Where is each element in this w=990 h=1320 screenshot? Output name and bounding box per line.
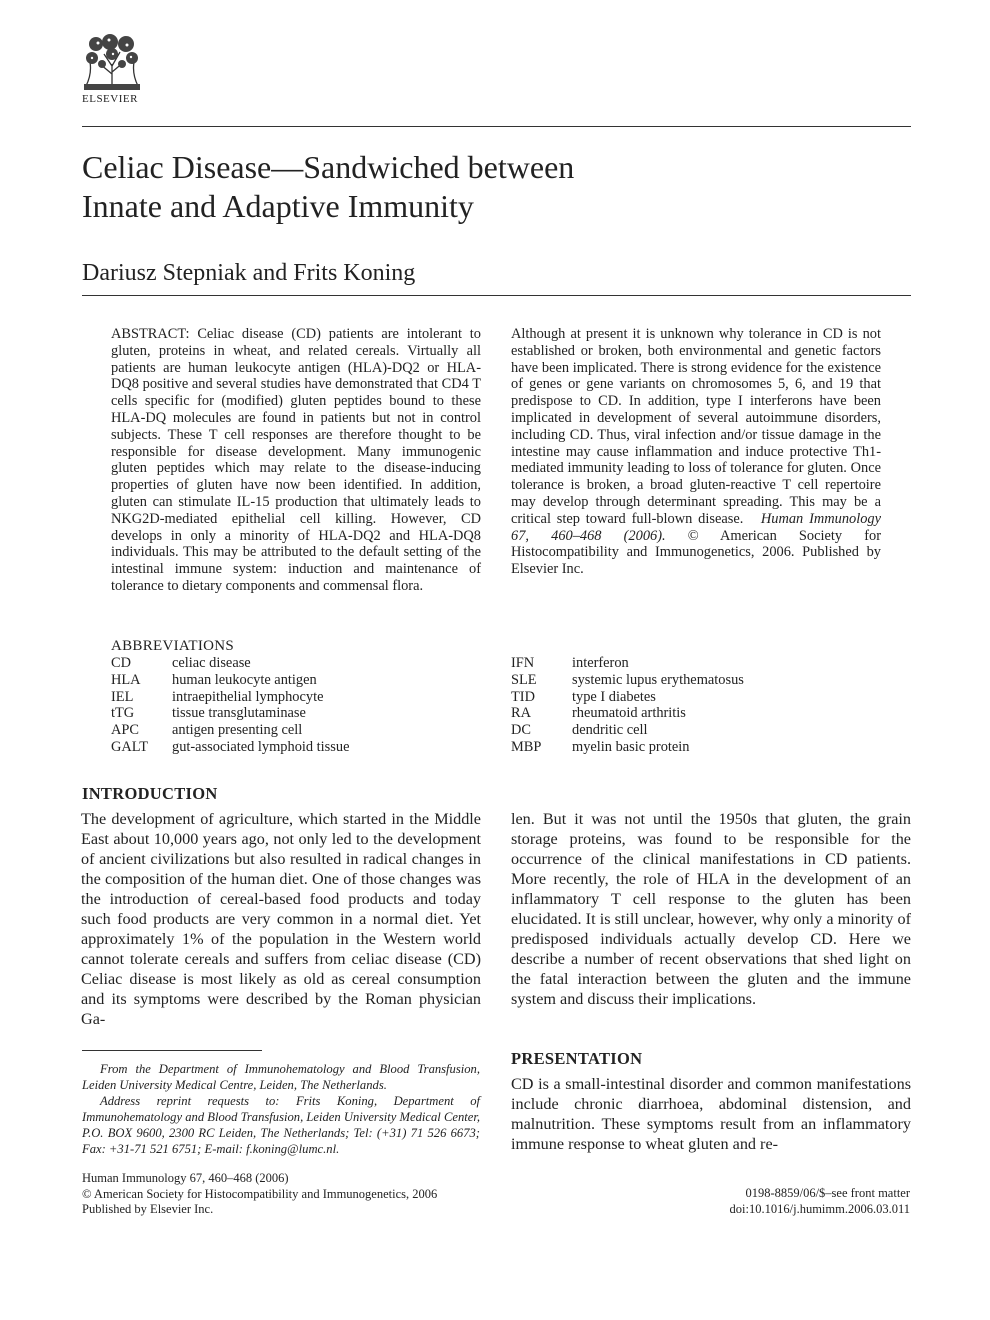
abbreviation-term: APC bbox=[111, 722, 139, 739]
footer-issn: 0198-8859/06/$–see front matter bbox=[745, 1186, 910, 1200]
footer-left bbox=[82, 1171, 437, 1218]
abbreviation-row bbox=[111, 705, 349, 722]
presentation-text: CD is a small-intestinal disorder and common manifestations include chronic diarrhoea, abdominal distension, and malnutrition. These symptoms result from an inflammatory immune response to wheat gluten and re- bbox=[511, 1075, 911, 1153]
abbreviation-definition: dendritic cell bbox=[572, 722, 648, 739]
authors-divider bbox=[82, 295, 911, 296]
abbreviation-term: TID bbox=[511, 688, 535, 705]
abbreviation-term: RA bbox=[511, 705, 531, 722]
abstract-citation: Human Immunology 67, 460–468 (2006). bbox=[511, 510, 882, 544]
abbreviation-definition: intraepithelial lymphocyte bbox=[172, 688, 324, 705]
abbreviation-row bbox=[111, 689, 349, 706]
elsevier-tree-icon bbox=[82, 34, 142, 92]
abbreviation-row bbox=[511, 705, 744, 722]
footer-right bbox=[730, 1186, 910, 1217]
introduction-text-left: The development of agriculture, which started in the Middle East about 10,000 years ago, not only led to the development of ancient civilizations but also resulted in radical changes in the composition of the human diet. One of those changes was the introduction of cereal-based food products and today such food products are very common in a normal diet. Yet approximately 1% of the population in the Western world cannot tolerate cereals and suffers from celiac disease (CD) Celiac disease is most likely as old as cereal consumption and its symptoms were described by the Roman physician Ga- bbox=[81, 810, 481, 1028]
abbreviation-term: DC bbox=[511, 722, 531, 739]
footnote-reprint: Address reprint requests to: Frits Koning, Department of Immunohematology and Blood Transfusion, Leiden University Medical Center, P.O. BOX 9600, 2300 RC Leiden, The Netherlands; Tel: (+31) 71 526 6673; Fax: +31-71 521 6751; E-mail: f.koning@lumc.nl. bbox=[82, 1094, 480, 1156]
abbreviation-term: IFN bbox=[511, 655, 535, 671]
abbreviation-term: tTG bbox=[111, 705, 135, 722]
abstract-copyright: © American Society for Histocompatibility and Immunogenetics, 2006. Published by Elsevier Inc. bbox=[511, 527, 881, 578]
abbreviation-definition: tissue transglutaminase bbox=[172, 705, 306, 722]
footnote-divider bbox=[82, 1050, 262, 1051]
abbreviation-row bbox=[111, 672, 349, 689]
abbreviations-right-list bbox=[511, 655, 744, 756]
abbreviation-row bbox=[111, 722, 349, 739]
abbreviation-definition: systemic lupus erythematosus bbox=[572, 671, 744, 688]
article-title bbox=[82, 148, 782, 226]
footer-journal: Human Immunology 67, 460–468 (2006) bbox=[82, 1171, 289, 1185]
introduction-heading: INTRODUCTION bbox=[82, 784, 218, 803]
abbreviations-heading: ABBREVIATIONS bbox=[111, 638, 235, 654]
abbreviation-term: CD bbox=[111, 655, 131, 671]
abbreviation-row bbox=[111, 739, 349, 756]
abbreviation-term: HLA bbox=[111, 671, 141, 688]
publisher-logo bbox=[82, 34, 144, 105]
abstract-right-column bbox=[511, 326, 881, 578]
publisher-name: ELSEVIER bbox=[82, 93, 138, 105]
footer-copyright: © American Society for Histocompatibility and Immunogenetics, 2006 bbox=[82, 1186, 438, 1201]
abbreviation-definition: antigen presenting cell bbox=[172, 722, 303, 739]
title-line-1: Celiac Disease—Sandwiched between bbox=[82, 149, 575, 185]
abbreviation-term: IEL bbox=[111, 688, 134, 705]
abstract-left-column bbox=[111, 326, 481, 595]
abbreviation-row bbox=[511, 739, 744, 756]
abbreviation-term: SLE bbox=[511, 671, 537, 688]
abbreviation-row bbox=[511, 655, 744, 672]
footer-doi[interactable]: doi:10.1016/j.humimm.2006.03.011 bbox=[729, 1201, 910, 1216]
footnote bbox=[82, 1061, 480, 1157]
footnote-affiliation: From the Department of Immunohematology and Blood Transfusion, Leiden University Medical Centre, Leiden, The Netherlands. bbox=[82, 1062, 480, 1092]
presentation-heading: PRESENTATION bbox=[511, 1049, 643, 1068]
abstract-text-left: Celiac disease (CD) patients are intolerant to gluten, proteins in wheat, and related cereals. Virtually all patients are human leukocyte antigen (HLA)-DQ2 or HLA-DQ8 positive and several studies have demonstrated that CD4 T cells specific for (modified) gluten peptides bound to these HLA-DQ molecules are found in patients but not in control subjects. These T cell responses are therefore thought to be responsible for disease development. Many immunogenic gluten peptides which may relate to the disease-inducing properties of gluten have now been identified. In addition, gluten can stimulate IL-15 production that ultimately leads to NKG2D-mediated epithelial cell killing. However, CD develops in only a minority of HLA-DQ2 and HLA-DQ8 individuals. This may be attributed to the default setting of the intestinal immune system: induction and maintenance of tolerance to dietary components and commensal flora. bbox=[111, 326, 481, 594]
abbreviation-definition: type I diabetes bbox=[572, 688, 656, 705]
abbreviation-term: GALT bbox=[111, 738, 149, 755]
abbreviation-definition: celiac disease bbox=[172, 655, 251, 671]
abbreviation-definition: gut-associated lymphoid tissue bbox=[172, 738, 350, 755]
abbreviation-definition: myelin basic protein bbox=[572, 738, 690, 755]
abbreviation-row bbox=[111, 655, 349, 672]
abbreviations-left-list bbox=[111, 655, 349, 756]
abbreviation-definition: rheumatoid arthritis bbox=[572, 705, 686, 722]
footer-publisher: Published by Elsevier Inc. bbox=[82, 1202, 214, 1216]
abbreviation-term: MBP bbox=[511, 738, 542, 755]
introduction-text-right: len. But it was not until the 1950s that gluten, the grain storage proteins, was found to be responsible for the occurrence of the clinical manifestations in CD patients. More recently, the role of HLA in the development of an inflammatory T cell response to the gluten has been elucidated. It is still unclear, however, why only a minority of predisposed individuals actually develop CD. Here we describe a number of recent observations that shed light on the fatal interaction between the gluten and the immune system and discuss their implications. bbox=[511, 810, 911, 1008]
abstract-label: ABSTRACT: bbox=[111, 326, 190, 342]
abbreviation-row bbox=[511, 689, 744, 706]
abbreviation-row bbox=[511, 672, 744, 689]
abbreviation-row bbox=[511, 722, 744, 739]
abstract-text-right: Although at present it is unknown why tolerance in CD is not established or broken, both environmental and genetic factors have been implicated. There is strong evidence for the existence of genes or gene variants on chromosomes 5, 6, and 19 that predispose to CD. In addition, type I interferons have been implicated in development of several autoimmune disorders, including CD. Thus, viral infection and/or tissue damage in the intestine may cause inflammation and induce protective Th1-mediated immunity leading to loss of tolerance for gluten. Once tolerance is broken, a broad gluten-reactive T cell repertoire may develop through determinant spreading. This may be a critical step toward full-blown disease. bbox=[511, 326, 881, 527]
article-authors: Dariusz Stepniak and Frits Koning bbox=[82, 260, 416, 286]
abbreviation-definition: interferon bbox=[572, 655, 629, 671]
header-divider bbox=[82, 126, 911, 127]
abbreviation-definition: human leukocyte antigen bbox=[172, 671, 317, 688]
title-line-2: Innate and Adaptive Immunity bbox=[82, 188, 474, 224]
